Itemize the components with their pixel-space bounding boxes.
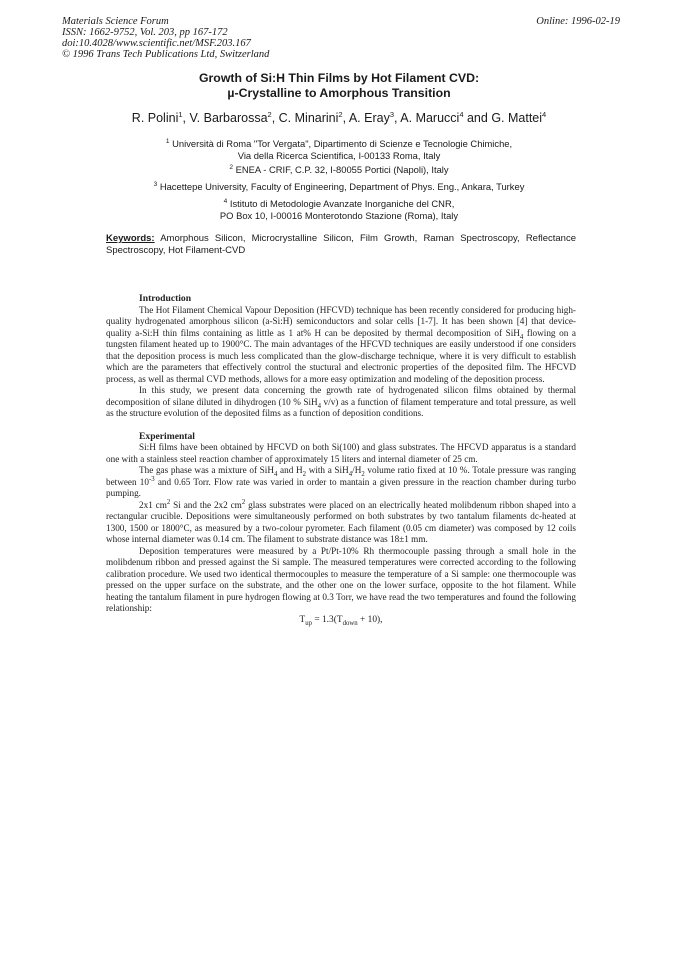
journal-header	[62, 16, 269, 60]
author-affiliation-mark: 2	[338, 109, 343, 119]
paragraph: Si:H films have been obtained by HFCVD on both Si(100) and glass substrates. The HFCVD apparatus is a standard one with a stainless steel reaction chamber of approximately 15 liters and internal diameter of 25 cm.	[106, 442, 576, 464]
author-separator: ,	[394, 111, 401, 125]
author: A. Marucci	[400, 111, 460, 125]
journal-name: Materials Science Forum	[62, 16, 169, 27]
author-separator: and	[463, 111, 492, 125]
body-text	[106, 293, 576, 626]
author-affiliation-mark: 4	[459, 109, 464, 119]
affiliation-text: Università di Roma "Tor Vergata", Dipartimento di Scienze e Tecnologie Chimiche,	[172, 138, 513, 149]
author: V. Barbarossa	[189, 111, 268, 125]
affiliation-text: ENEA - CRIF, C.P. 32, I-80055 Portici (Napoli), Italy	[235, 164, 449, 175]
author-separator: ,	[271, 111, 279, 125]
journal-copyright: © 1996 Trans Tech Publications Ltd, Switzerland	[62, 49, 270, 60]
paper-title-line-2: µ-Crystalline to Amorphous Transition	[227, 86, 451, 100]
affiliation-1	[0, 138, 678, 162]
author: C. Minarini	[278, 111, 339, 125]
affiliation-4	[0, 198, 678, 222]
section-heading-introduction: Introduction	[139, 293, 192, 304]
author-separator: ,	[342, 111, 349, 125]
affiliation-mark: 3	[153, 180, 158, 188]
keywords-label: Keywords:	[106, 233, 155, 244]
author-affiliation-mark: 3	[389, 109, 395, 119]
author-affiliation-mark: 4	[542, 109, 547, 119]
keywords-text: Amorphous Silicon, Microcrystalline Silicon, Film Growth, Raman Spectroscopy, Reflectance Spectroscopy, Hot Filament-CVD	[106, 233, 576, 256]
author-separator: ,	[182, 111, 190, 125]
affiliation-2	[0, 164, 678, 176]
section-heading-experimental: Experimental	[139, 430, 195, 442]
author: G. Mattei	[491, 111, 543, 125]
paragraph: 2x1 $cm^2$ Si and the 2x2 $cm^2$ glass substrates were placed on an electrically heated molibdenum ribbon shaped into a rectangular crucible. Depositions were simultaneously performed on both substrates by two tantalum filaments dc-heated at 1300, 1500 or 1800°C, as measured by a two-colour pyrometer. Each filament (0.05 cm diameter) was composed by 12 coils whose internal diameter was 0.14 cm. The filament to substrate distance was 18±1 mm.	[106, 498, 576, 544]
affiliation-3	[0, 181, 678, 193]
author-list	[0, 110, 678, 126]
keywords	[106, 233, 576, 257]
paragraph: Deposition temperatures were measured by a Pt/Pt-10% Rh thermocouple passing through a small hole in the molibdenum ribbon and pressed against the Si sample. The measured temperatures were corrected according to the following calibration procedure. We used two identical thermocouples to measure the temperature of a Si sample: one thermocouple was pressed on the upper surface on the substrate, and the other one on the lower surface, opposite to the hot filament. While heating the tantalum filament in pure hydrogen flowing at 0.3 Torr, we have read the two temperatures and found the following relationship:	[106, 545, 576, 613]
affiliation-text: Hacettepe University, Faculty of Engineering, Department of Phys. Eng., Ankara, Turkey	[159, 181, 525, 192]
paragraph: The gas phase was a mixture of SiH$_4$ and $H_2$ with a $SiH_4/H_2$ volume ratio fixed at 10 %. Totale pressure was ranging between $10^{-3}$ and 0.65 Torr. Flow rate was varied in order to mantain a given pressure in the reaction chamber during turbo pumping.	[106, 465, 577, 498]
affiliation-text: Istituto di Metodologie Avanzate Inorganiche del CNR,	[229, 198, 455, 209]
affiliation-mark: 4	[223, 197, 228, 205]
author: A. Eray	[348, 111, 390, 125]
paragraph: In this study, we present data concerning the growth rate of hydrogenated silicon films obtained by thermal decomposition of silane diluted in dihydrogen (10 % SiH$_4$ v/v) as a function of filament temperature and total pressure, as well as the structure evolution of the deposited films as a function of deposition conditions.	[106, 385, 577, 418]
affiliation-text: Via della Ricerca Scientifica, I-00133 Roma, Italy	[237, 150, 441, 161]
author-affiliation-mark: 1	[178, 109, 183, 119]
author: R. Polini	[131, 111, 179, 125]
journal-doi: doi:10.4028/www.scientific.net/MSF.203.167	[62, 38, 251, 49]
author-affiliation-mark: 2	[267, 109, 272, 119]
journal-issn: ISSN: 1662-9752, Vol. 203, pp 167-172	[62, 27, 228, 38]
equation: $T_{up} = 1.3(T_{down} + 10)$,	[299, 614, 383, 627]
affiliation-text: PO Box 10, I-00016 Monterotondo Stazione (Roma), Italy	[219, 210, 459, 221]
affiliation-mark: 2	[229, 163, 234, 171]
paragraph: The Hot Filament Chemical Vapour Deposition (HFCVD) technique has been recently considered for producing high-quality hydrogenated amorphous silicon (a-Si:H) semiconductors and solar cells [1-7]. It has been shown [4] that device-quality a-Si:H thin films containing as little as 1 at% H can be deposited by thermal decomposition of SiH$_4$ flowing on a tungsten filament heated up to 1900°C. The main advantages of the HFCVD techniques are easily understood if one considers that the deposition process is much less complicated than the glow-discharge technique, where it is very difficult to establish which are the parameters that effectively control the stuctural and electronic properties of the deposited film. The HFCVD process, as well as thermal CVD methods, allows for a more easy optimization and modeling of the deposition process.	[106, 304, 576, 384]
affiliation-mark: 1	[165, 137, 170, 145]
paper-title-line-1: Growth of Si:H Thin Films by Hot Filament CVD:	[198, 71, 480, 85]
online-date: Online: 1996-02-19	[536, 16, 620, 27]
